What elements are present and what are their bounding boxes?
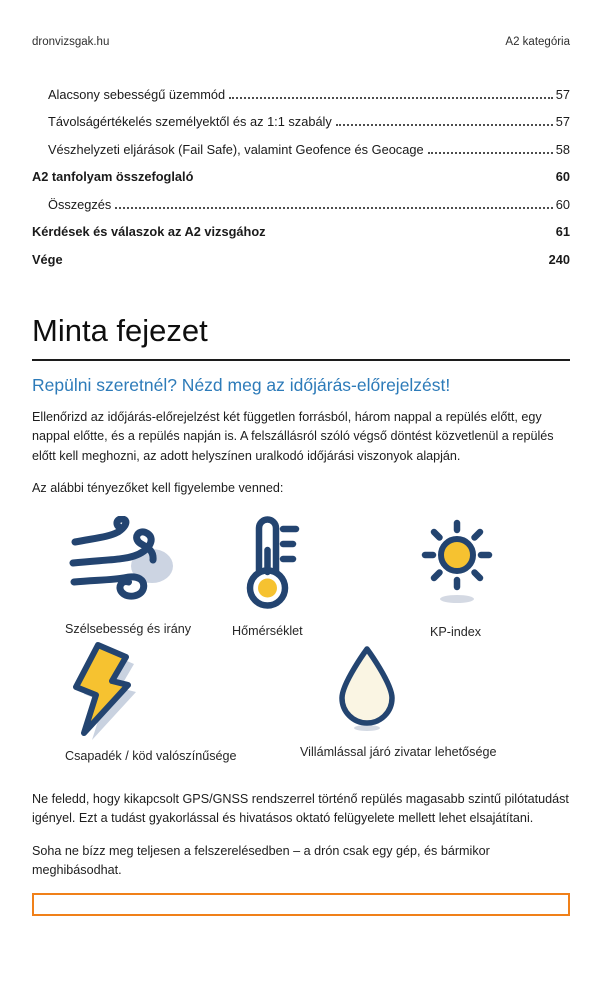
toc-page-number: 57 (555, 114, 570, 129)
toc-page-number: 57 (555, 86, 570, 102)
table-of-contents (32, 74, 570, 267)
dot-leader (336, 124, 553, 126)
paragraph: Az alábbi tényezőket kell figyelembe venned: (32, 481, 284, 496)
toc-entry[interactable] (32, 74, 570, 102)
toc-entry-label: Alacsony sebességű üzemmód (48, 86, 226, 102)
toc-page-number: 60 (555, 196, 570, 212)
dot-leader (115, 207, 552, 209)
toc-entry-label: Kérdések és válaszok az A2 vizsgához (32, 224, 266, 239)
title-divider (32, 359, 570, 361)
factor-label-thunderstorm: Villámlással járó zivatar lehetősége (300, 744, 497, 759)
thermometer-icon (235, 512, 301, 614)
paragraph: Ellenőrizd az időjárás-előrejelzést két független forrásból, három nappal a repülés előtt, egy nappal előtte, és a repülés napján is. A felszállásról szóló végső döntést közvetlenül a repülés előtt kell meghozni, az adott helyszínen uralkodó időjárási viszonyok alapján. (32, 409, 554, 463)
paragraph: Soha ne bízz meg teljesen a felszerelésedben – a drón csak egy gép, és bármikor meghibásodhat. (32, 843, 490, 878)
chapter-title: Minta fejezet (32, 312, 208, 348)
toc-entry[interactable] (32, 129, 570, 157)
toc-entry-label: Vészhelyzeti eljárások (Fail Safe), valamint Geofence és Geocage (48, 141, 424, 157)
empty-note-box (32, 893, 570, 916)
toc-page-number: 60 (555, 169, 570, 184)
category-label: A2 kategória (505, 36, 570, 48)
factor-label-precipitation: Csapadék / köd valószínűsége (65, 748, 237, 763)
toc-entry[interactable] (32, 184, 570, 212)
toc-entry-label: Vége (32, 251, 63, 267)
dot-leader (428, 152, 553, 154)
toc-entry[interactable] (32, 239, 570, 267)
sun-icon (415, 518, 499, 606)
toc-entry-label: Összegzés (48, 196, 112, 212)
site-name: dronvizsgak.hu (32, 36, 110, 48)
lightning-icon (64, 641, 144, 741)
raindrop-icon (330, 645, 404, 733)
toc-page-number: 61 (555, 224, 570, 239)
factor-label-temperature: Hőmérséklet (232, 623, 303, 638)
page-header (32, 36, 570, 48)
wind-icon (62, 516, 177, 608)
toc-entry-label: Távolságértékelés személyektől és az 1:1 szabály (48, 114, 332, 129)
factor-label-wind: Szélsebesség és irány (65, 621, 192, 636)
toc-page-number: 240 (548, 251, 570, 267)
toc-entry-label: A2 tanfolyam összefoglaló (32, 169, 194, 184)
toc-entry[interactable] (32, 102, 570, 130)
factor-label-kp-index: KP-index (430, 624, 482, 639)
toc-entry[interactable] (32, 157, 570, 185)
paragraph: Ne feledd, hogy kikapcsolt GPS/GNSS rendszerrel történő repülés magasabb szintű pilótatudást igényel. Ezt a tudást gyakorlással és hivatásos oktató felügyelete mellett lehet elsajátítani. (32, 791, 569, 826)
article-heading: Repülni szeretnél? Nézd meg az időjárás-előrejelzést! (32, 374, 451, 395)
weather-factors (32, 512, 570, 772)
toc-entry[interactable] (32, 212, 570, 240)
dot-leader (229, 97, 553, 99)
toc-page-number: 58 (555, 141, 570, 157)
